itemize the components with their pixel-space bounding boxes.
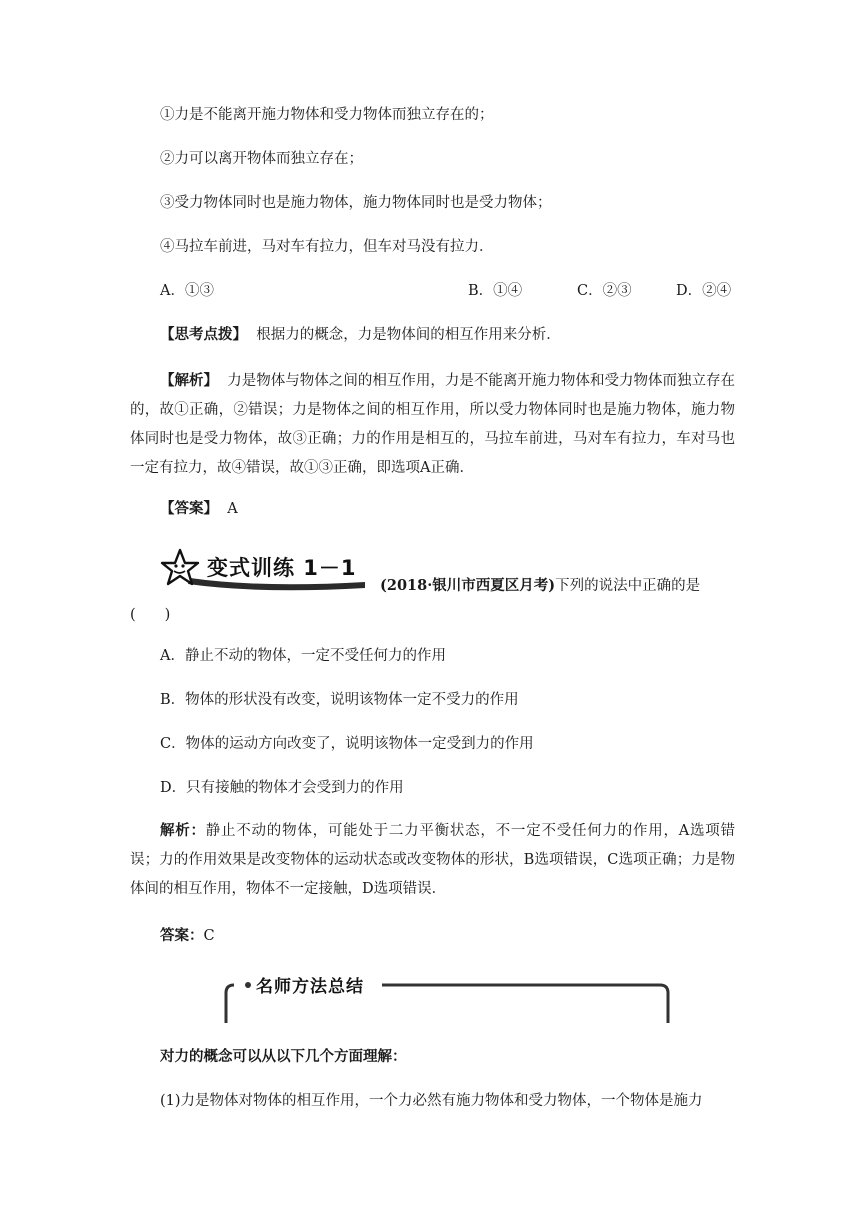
answer-label: 【答案】 xyxy=(160,500,218,517)
hint-text: 根据力的概念，力是物体间的相互作用来分析． xyxy=(256,327,561,343)
option-d: D．②④ xyxy=(676,283,732,299)
analysis2-label: 解析： xyxy=(160,822,206,839)
q2-option-b: B．物体的形状没有改变，说明该物体一定不受力的作用 xyxy=(160,692,519,708)
option-c: C．②③ xyxy=(577,283,632,299)
answer-blank: ( ) xyxy=(130,607,171,623)
answer2-value: C xyxy=(203,928,215,944)
q2-option-a: A．静止不动的物体，一定不受任何力的作用 xyxy=(160,648,446,664)
analysis-text: 力是物体与物体之间的相互作用，力是不能离开施力物体和受力物体而独立存在的，故①正确，②错误；力是物体之间的相互作用，所以受力物体同时也是施力物体，施力物体同时也是受力物体，故③正确；力的作用是相互的，马拉车前进，马对车有拉力，车对马也一定有拉力，故④错误，故①③正确，即选项A正确． xyxy=(130,373,736,476)
answer-value: A xyxy=(227,501,238,517)
answer2-line xyxy=(160,925,765,947)
option-a: A．①③ xyxy=(160,283,214,299)
method-summary-intro: 对力的概念可以从以下几个方面理解： xyxy=(160,1048,407,1065)
option-b: B．①④ xyxy=(468,283,523,299)
q2-option-d: D．只有接触的物体才会受到力的作用 xyxy=(160,780,404,796)
method-summary-title: 名师方法总结 xyxy=(256,977,364,997)
variant-source: (2018·银川市西夏区月考) xyxy=(380,577,556,594)
hint-line xyxy=(160,324,765,346)
variant-question xyxy=(380,575,700,597)
analysis-paragraph xyxy=(130,366,735,483)
hint-label: 【思考点拨】 xyxy=(160,326,247,343)
analysis2-text: 静止不动的物体，可能处于二力平衡状态，不一定不受任何力的作用，A选项错误；力的作用效果是改变物体的运动状态或改变物体的形状，B选项错误，C选项正确；力是物体间的相互作用，物体不一定接触，D选项错误． xyxy=(130,823,736,897)
statement-3: ③受力物体同时也是施力物体，施力物体同时也是受力物体； xyxy=(160,195,552,211)
statement-2: ②力可以离开物体而独立存在； xyxy=(160,151,363,167)
statement-1: ①力是不能离开施力物体和受力物体而独立存在的； xyxy=(160,107,494,123)
analysis-label: 【解析】 xyxy=(160,372,219,389)
variant-question-text: 下列的说法中正确的是 xyxy=(555,578,701,594)
method-summary-item-1: (1)力是物体对物体的相互作用，一个力必然有施力物体和受力物体，一个物体是施力 xyxy=(160,1093,703,1109)
statement-4: ④马拉车前进，马对车有拉力，但车对马没有拉力． xyxy=(160,239,494,255)
variant-banner-title: 变式训练 1－1 xyxy=(207,556,357,580)
answer2-label: 答案： xyxy=(160,927,204,944)
analysis2-paragraph xyxy=(130,816,735,904)
q2-option-c: C．物体的运动方向改变了，说明该物体一定受到力的作用 xyxy=(160,736,534,752)
answer-line xyxy=(160,498,765,520)
